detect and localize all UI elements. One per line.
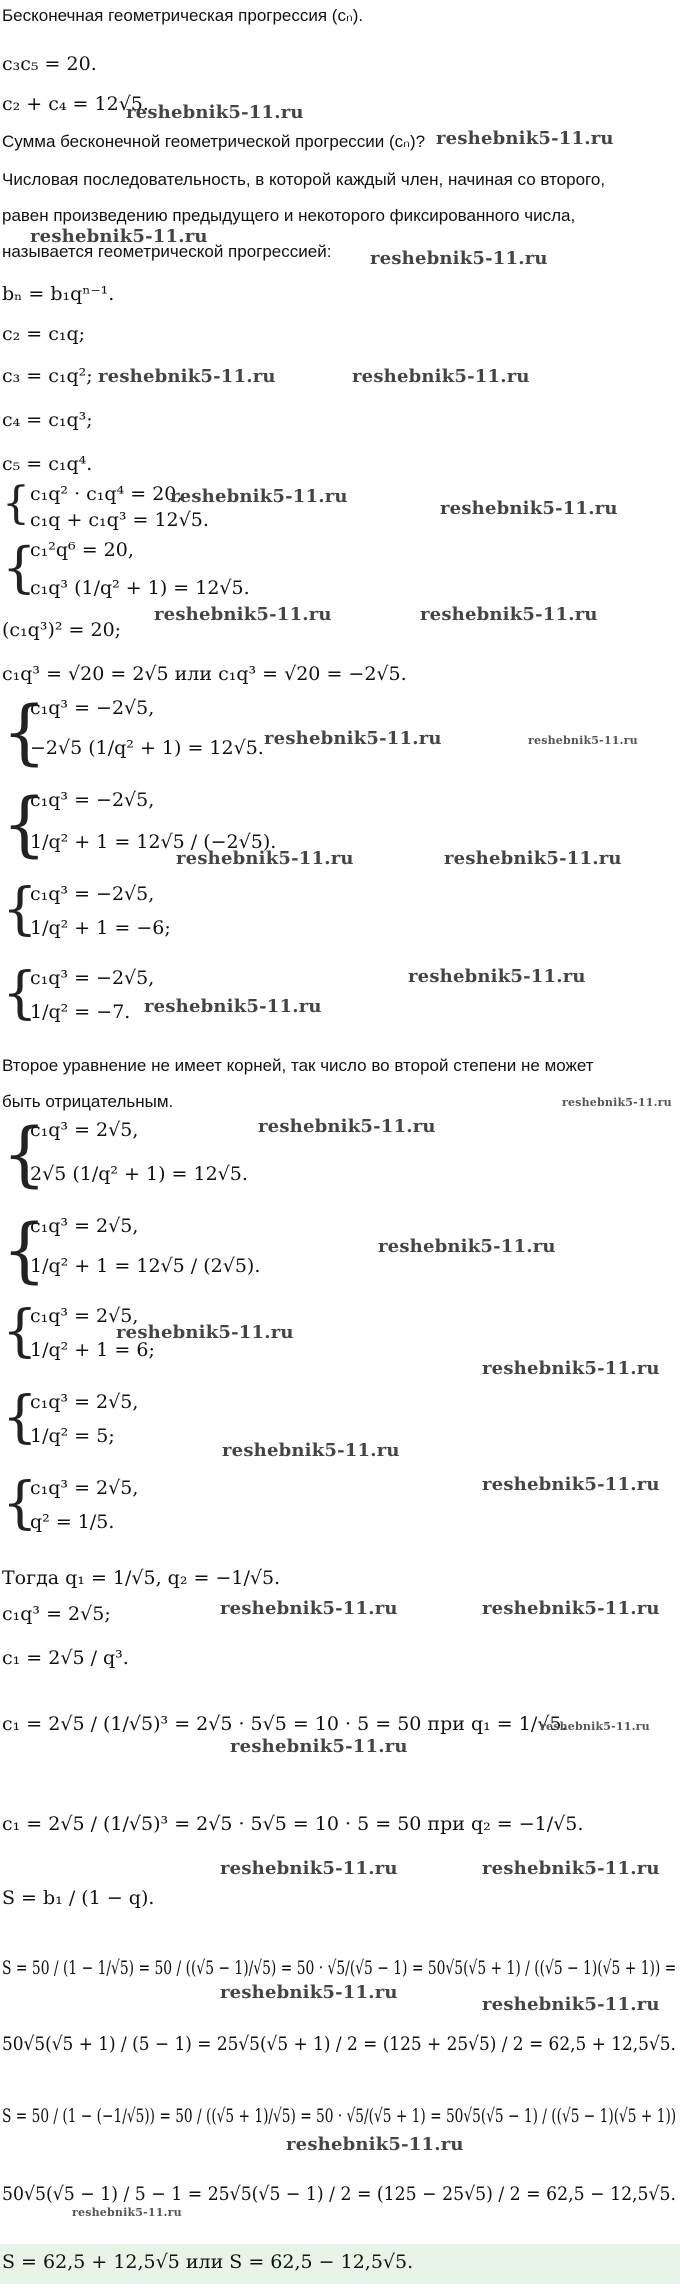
solution-line: 50√5(√5 − 1) / 5 − 1 = 25√5(√5 − 1) / 2 = (125 − 25√5) / 2 = 62,5 − 12,5√5. bbox=[2, 2183, 677, 2205]
solution-line: c₄ = c₁q³; bbox=[2, 409, 93, 431]
solution-line: S = 50 / (1 − (−1/√5)) = 50 / ((√5 + 1)/√5) = 50 · √5/(√5 + 1) = 50√5(√5 − 1) / ((√5 − 1)(√5 + 1)) bbox=[2, 2105, 677, 2127]
solution-line: 1/q² = 5; bbox=[30, 1425, 115, 1447]
watermark-text: reshebnik5-11.ru bbox=[444, 848, 622, 869]
watermark-text: reshebnik5-11.ru bbox=[540, 1720, 650, 1733]
solution-line: S = 50 / (1 − 1/√5) = 50 / ((√5 − 1)/√5) = 50 · √5/(√5 − 1) = 50√5(√5 + 1) / ((√5 − 1)(√5 + 1)) = bbox=[2, 1957, 677, 1979]
solution-line: S = 62,5 + 12,5√5 или S = 62,5 − 12,5√5. bbox=[2, 2251, 414, 2273]
solution-line: c₃c₅ = 20. bbox=[2, 53, 97, 75]
system-brace: { bbox=[2, 691, 47, 773]
solution-line: c₁q³ = 2√5, bbox=[30, 1391, 139, 1413]
solution-line: 1/q² + 1 = −6; bbox=[30, 917, 171, 939]
solution-line: Бесконечная геометрическая прогрессия (cₙ). bbox=[2, 6, 364, 25]
watermark-text: reshebnik5-11.ru bbox=[230, 1736, 408, 1757]
solution-line: c₁q³ = 2√5, bbox=[30, 1305, 139, 1327]
watermark-text: reshebnik5-11.ru bbox=[154, 604, 332, 625]
solution-line: c₁q² · c₁q⁴ = 20, bbox=[30, 483, 183, 505]
watermark-text: reshebnik5-11.ru bbox=[482, 1474, 660, 1495]
watermark-text: reshebnik5-11.ru bbox=[562, 1096, 672, 1109]
solution-line: c₁²q⁶ = 20, bbox=[30, 539, 134, 561]
watermark-text: reshebnik5-11.ru bbox=[222, 1440, 400, 1461]
solution-line: c₁q³ = 2√5, bbox=[30, 1215, 139, 1237]
watermark-text: reshebnik5-11.ru bbox=[352, 366, 530, 387]
solution-line: c₂ = c₁q; bbox=[2, 323, 86, 345]
system-brace: { bbox=[2, 961, 38, 1026]
watermark-text: reshebnik5-11.ru bbox=[220, 1858, 398, 1879]
solution-line: Второе уравнение не имеет корней, так число во второй степени не может bbox=[2, 1056, 594, 1075]
solution-line: c₁q³ = 2√5; bbox=[2, 1603, 111, 1625]
watermark-text: reshebnik5-11.ru bbox=[482, 1358, 660, 1379]
solution-line: c₁ = 2√5 / (1/√5)³ = 2√5 · 5√5 = 10 · 5 = 50 при q₂ = −1/√5. bbox=[2, 1813, 584, 1835]
system-brace: { bbox=[2, 1385, 38, 1450]
solution-line: q² = 1/5. bbox=[30, 1511, 115, 1533]
watermark-text: reshebnik5-11.ru bbox=[72, 2206, 182, 2219]
watermark-text: reshebnik5-11.ru bbox=[116, 1322, 294, 1343]
solution-line: Тогда q₁ = 1/√5, q₂ = −1/√5. bbox=[2, 1567, 281, 1589]
watermark-text: reshebnik5-11.ru bbox=[482, 1994, 660, 2015]
watermark-text: reshebnik5-11.ru bbox=[144, 996, 322, 1017]
watermark-text: reshebnik5-11.ru bbox=[370, 248, 548, 269]
solution-line: равен произведению предыдущего и некоторого фиксированного числа, bbox=[2, 206, 576, 225]
solution-line: 1/q² + 1 = 12√5 / (2√5). bbox=[30, 1255, 261, 1277]
solution-line: 1/q² + 1 = 6; bbox=[30, 1339, 155, 1361]
solution-line: c₁q³ = −2√5, bbox=[30, 883, 155, 905]
solution-line: c₁q³ = −2√5, bbox=[30, 697, 155, 719]
watermark-text: reshebnik5-11.ru bbox=[220, 1982, 398, 2003]
solution-line: (c₁q³)² = 20; bbox=[2, 619, 122, 641]
watermark-text: reshebnik5-11.ru bbox=[286, 2134, 464, 2155]
solution-line: c₁q³ = 2√5, bbox=[30, 1477, 139, 1499]
watermark-text: reshebnik5-11.ru bbox=[440, 498, 618, 519]
system-brace: { bbox=[2, 1113, 47, 1195]
system-brace: { bbox=[2, 1209, 47, 1291]
solution-line: c₂ + c₄ = 12√5. bbox=[2, 93, 149, 115]
solution-line: 2√5 (1/q² + 1) = 12√5. bbox=[30, 1163, 248, 1185]
system-brace: { bbox=[2, 536, 37, 599]
watermark-text: reshebnik5-11.ru bbox=[126, 102, 304, 123]
watermark-text: reshebnik5-11.ru bbox=[436, 128, 614, 149]
solution-line: bₙ = b₁qⁿ⁻¹. bbox=[2, 283, 115, 305]
system-brace: { bbox=[2, 478, 30, 529]
system-brace: { bbox=[2, 783, 47, 865]
solution-line: быть отрицательным. bbox=[2, 1092, 174, 1111]
solution-line: c₁q³ (1/q² + 1) = 12√5. bbox=[30, 577, 250, 599]
system-brace: { bbox=[2, 877, 38, 942]
solution-line: Сумма бесконечной геометрической прогрессии (cₙ)? bbox=[2, 132, 426, 151]
solution-line: S = b₁ / (1 − q). bbox=[2, 1887, 155, 1909]
solution-line: c₁q³ = −2√5, bbox=[30, 789, 155, 811]
watermark-text: reshebnik5-11.ru bbox=[528, 734, 638, 747]
watermark-text: reshebnik5-11.ru bbox=[482, 1598, 660, 1619]
watermark-text: reshebnik5-11.ru bbox=[420, 604, 598, 625]
solution-line: 50√5(√5 + 1) / (5 − 1) = 25√5(√5 + 1) / 2 = (125 + 25√5) / 2 = 62,5 + 12,5√5. bbox=[2, 2033, 676, 2055]
watermark-text: reshebnik5-11.ru bbox=[176, 848, 354, 869]
system-brace: { bbox=[2, 1471, 38, 1536]
solution-line: c₁q³ = 2√5, bbox=[30, 1119, 139, 1141]
watermark-text: reshebnik5-11.ru bbox=[482, 1858, 660, 1879]
solution-line: c₁ = 2√5 / q³. bbox=[2, 1647, 129, 1669]
solution-line: 1/q² + 1 = 12√5 / (−2√5). bbox=[30, 831, 277, 853]
solution-line: Числовая последовательность, в которой каждый член, начиная со второго, bbox=[2, 170, 606, 189]
watermark-text: reshebnik5-11.ru bbox=[264, 728, 442, 749]
solution-line: −2√5 (1/q² + 1) = 12√5. bbox=[30, 737, 264, 759]
solution-line: c₁ = 2√5 / (1/√5)³ = 2√5 · 5√5 = 10 · 5 = 50 при q₁ = 1/√5. bbox=[2, 1713, 568, 1735]
solution-line: c₁q³ = √20 = 2√5 или c₁q³ = √20 = −2√5. bbox=[2, 663, 407, 685]
watermark-text: reshebnik5-11.ru bbox=[378, 1236, 556, 1257]
solution-line: c₃ = c₁q²; bbox=[2, 365, 93, 387]
solution-line: называется геометрической прогрессией: bbox=[2, 242, 332, 261]
watermark-text: reshebnik5-11.ru bbox=[258, 1116, 436, 1137]
watermark-text: reshebnik5-11.ru bbox=[98, 366, 276, 387]
solution-line: 1/q² = −7. bbox=[30, 1001, 131, 1023]
watermark-text: reshebnik5-11.ru bbox=[30, 226, 208, 247]
solution-line: c₁q + c₁q³ = 12√5. bbox=[30, 509, 209, 531]
solution-line: c₅ = c₁q⁴. bbox=[2, 453, 93, 475]
watermark-text: reshebnik5-11.ru bbox=[220, 1598, 398, 1619]
watermark-text: reshebnik5-11.ru bbox=[170, 486, 348, 507]
solution-line: c₁q³ = −2√5, bbox=[30, 967, 155, 989]
watermark-text: reshebnik5-11.ru bbox=[408, 966, 586, 987]
system-brace: { bbox=[2, 1299, 38, 1364]
